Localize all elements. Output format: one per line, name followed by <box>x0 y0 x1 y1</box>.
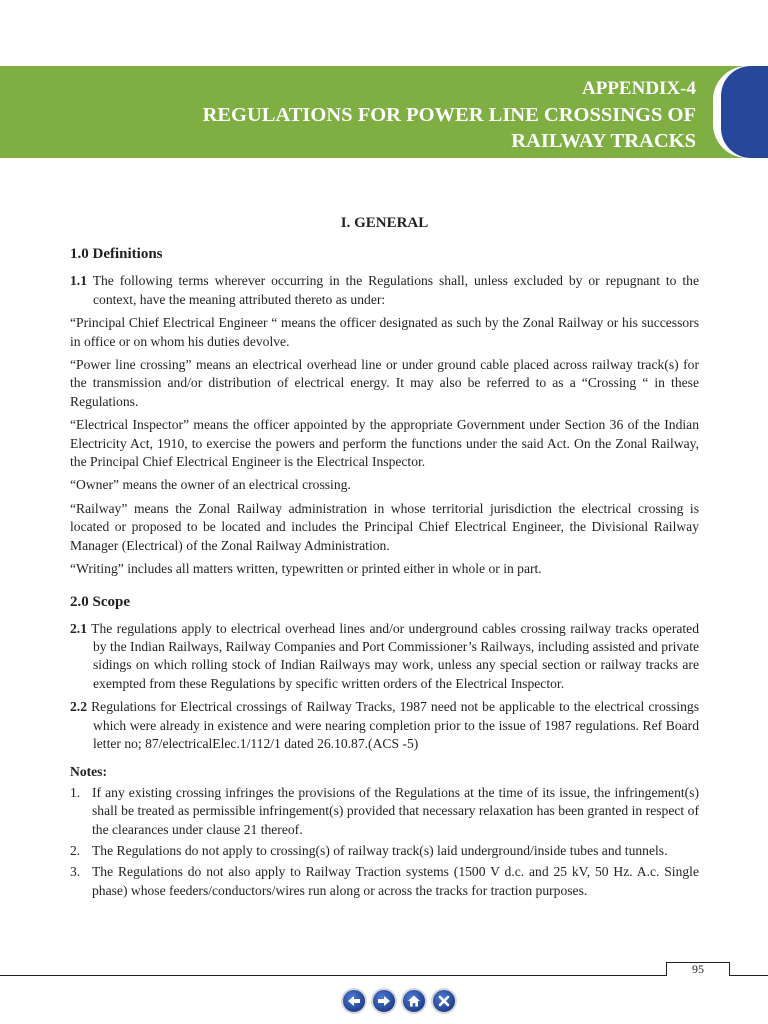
home-button[interactable] <box>401 988 427 1014</box>
clause-text: Regulations for Electrical crossings of Railway Tracks, 1987 need not be applicable to the electrical crossings which were already in existence and were nearing completion prior to the issue of 1987 regulations. Ref Board letter no; 87/electricalElec.1/112/1 dated 26.10.87.(ACS -5) <box>91 699 699 751</box>
page-number: 95 <box>666 962 730 976</box>
note-item <box>70 784 699 839</box>
note-number: 3. <box>70 864 81 880</box>
close-button[interactable] <box>431 988 457 1014</box>
clause-number: 2.2 <box>70 699 87 715</box>
home-icon <box>407 994 421 1008</box>
note-number: 2. <box>70 842 81 858</box>
clause-text: The regulations apply to electrical overhead lines and/or underground cables crossing railway tracks operated by the Indian Railways, Railway Companies and Port Commissioner’s Railways, including assisted and private sidings on which rolling stock of Indian Railways may work, unless any special section or railway tracks are exempted from these Regulations by specific written orders of the Electrical Inspector. <box>91 620 699 691</box>
page-header <box>203 76 696 154</box>
forward-button[interactable] <box>371 988 397 1014</box>
footer-rule <box>0 975 768 976</box>
note-text: If any existing crossing infringes the provisions of the Regulations at the time of its issue, the infringement(s) shall be treated as permissible infringement(s) provided that necessary relaxation has been granted in respect of the clearances under clause 21 thereof. <box>92 784 699 837</box>
notes-label: Notes: <box>70 764 107 780</box>
back-arrow-icon <box>347 994 361 1008</box>
definition-item: “Writing” includes all matters written, typewritten or printed either in whole or in part. <box>70 561 542 577</box>
definition-item: “Owner” means the owner of an electrical crossing. <box>70 477 351 493</box>
note-number: 1. <box>70 784 81 800</box>
definition-item: “Railway” means the Zonal Railway administration in whose territorial jurisdiction the electrical crossing is located or proposed to be located and includes the Principal Chief Electrical Engineer, the Divisional Railway Manager (Electrical) of the Zonal Railway Administration. <box>70 500 699 553</box>
note-item <box>70 863 699 900</box>
document-body <box>70 214 699 903</box>
close-icon <box>437 994 451 1008</box>
appendix-label: APPENDIX-4 <box>582 78 696 99</box>
definition-item: “Principal Chief Electrical Engineer “ means the officer designated as such by the Zonal Railway or his successors in office or on whom his duties devolve. <box>70 315 699 349</box>
clause-2-2 <box>70 698 699 753</box>
page-title-line1: REGULATIONS FOR POWER LINE CROSSINGS OF <box>202 104 696 126</box>
definition-item: “Power line crossing” means an electrical overhead line or under ground cable placed across railway track(s) for the transmission and/or distribution of electrical energy. It may also be referred to as a “Crossing “ in these Regulations. <box>70 357 699 409</box>
clause-2-1 <box>70 620 699 694</box>
clause-number: 2.1 <box>70 620 87 636</box>
page-title-line2: RAILWAY TRACKS <box>511 130 696 152</box>
back-button[interactable] <box>341 988 367 1014</box>
clause-1-1 <box>70 272 699 309</box>
section-title: I. GENERAL <box>340 215 429 231</box>
page-navigation <box>341 988 457 1014</box>
definition-item: “Electrical Inspector” means the officer appointed by the appropriate Government under Section 36 of the Indian Electricity Act, 1910, to exercise the powers and perform the functions under the said Act. On the Zonal Railway, the Principal Chief Electrical Engineer is the Electrical Inspector. <box>70 417 699 470</box>
note-text: The Regulations do not also apply to Railway Traction systems (1500 V d.c. and 25 kV, 50 Hz. A.c. Single phase) whose feeders/conductors/wires run along or across the tracks for traction purposes. <box>92 864 699 898</box>
header-tab <box>721 66 768 158</box>
clause-text: The following terms wherever occurring in the Regulations shall, unless excluded by or repugnant to the context, have the meaning attributed thereto as under: <box>92 273 700 307</box>
clause-number: 1.1 <box>70 273 87 289</box>
note-item <box>70 842 699 860</box>
definitions-heading: 1.0 Definitions <box>70 246 163 263</box>
forward-arrow-icon <box>377 994 391 1008</box>
note-text: The Regulations do not apply to crossing(s) of railway track(s) laid underground/inside tubes and tunnels. <box>92 842 668 858</box>
scope-heading: 2.0 Scope <box>70 593 130 610</box>
